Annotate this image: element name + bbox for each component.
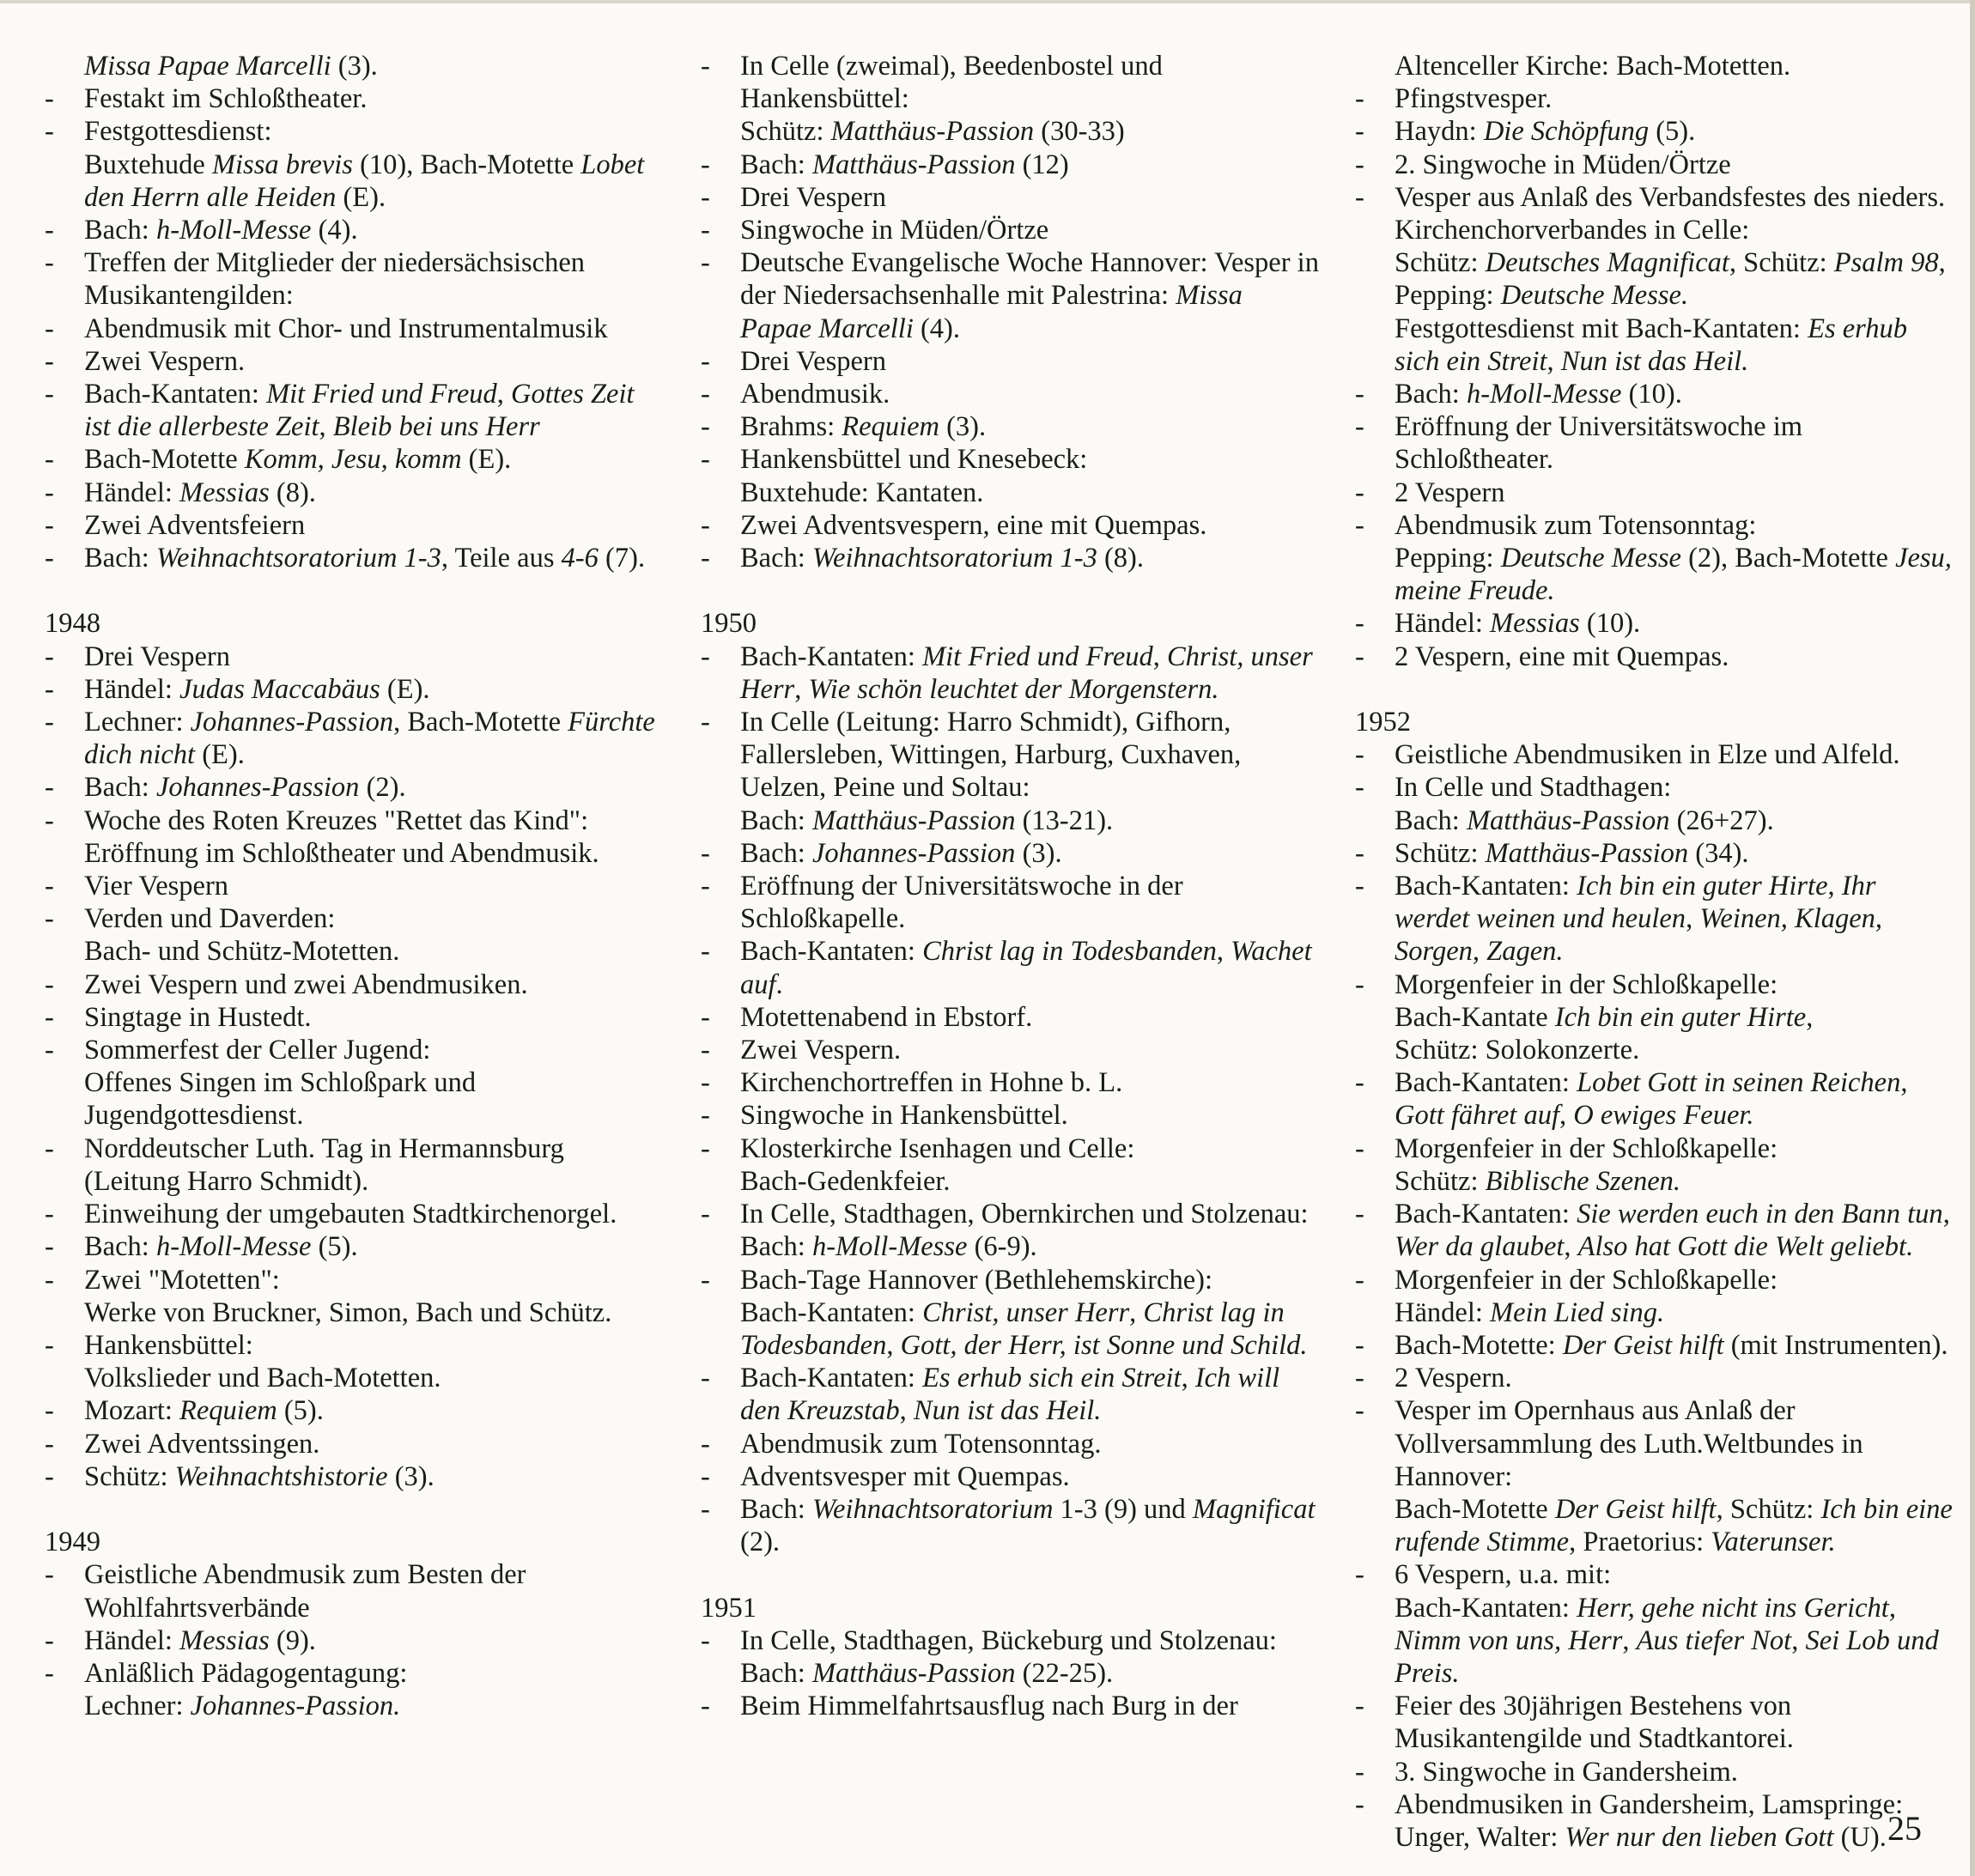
list-item: - 6 Vespern, u.a. mit: Bach-Kantaten: Herr, gehe nicht ins Gericht, Nimm von uns, Herr, Aus tiefer Not, Sei Lob und Preis. <box>1355 1558 1956 1690</box>
list-item: - Bach-Kantaten: Mit Fried und Freud, Gottes Zeit ist die allerbeste Zeit, Bleib bei uns Herr <box>45 378 663 443</box>
year-heading: 1952 <box>1355 707 1411 738</box>
column-left <box>45 50 663 1722</box>
column-middle <box>701 50 1319 1722</box>
list-item: - 2. Singwoche in Müden/Örtze <box>1355 149 1956 181</box>
list-item: - Abendmusik zum Totensonntag. <box>701 1428 1319 1460</box>
list-item: - Klosterkirche Isenhagen und Celle: Bach-Gedenkfeier. <box>701 1132 1319 1198</box>
list-item: - 3. Singwoche in Gandersheim. <box>1355 1756 1956 1788</box>
list-item: - Bach-Kantaten: Christ lag in Todesbanden, Wachet auf. <box>701 935 1319 1000</box>
list-item: - Hankensbüttel: Volkslieder und Bach-Motetten. <box>45 1329 663 1394</box>
spacer <box>701 1558 1319 1591</box>
list-item: - Bach: Matthäus-Passion (12) <box>701 149 1319 181</box>
list-item: - Drei Vespern <box>701 345 1319 378</box>
list-item: - Pfingstvesper. <box>1355 82 1956 115</box>
continued-entry: Altenceller Kirche: Bach-Motetten. <box>1395 51 1791 82</box>
list-item: - Beim Himmelfahrtsausflug nach Burg in der <box>701 1690 1319 1722</box>
list-item: - Morgenfeier in der Schloßkapelle: Schütz: Biblische Szenen. <box>1355 1132 1956 1198</box>
page-right-edge <box>1970 0 1975 1876</box>
list-item: - Abendmusik zum Totensonntag: Pepping: Deutsche Messe (2), Bach-Motette Jesu, meine Freude. <box>1355 509 1956 608</box>
list-item: - Zwei Adventsvespern, eine mit Quempas. <box>701 509 1319 542</box>
list-item: - 2 Vespern. <box>1355 1362 1956 1394</box>
list-item: - Vesper im Opernhaus aus Anlaß der Vollversammlung des Luth.Weltbundes in Hannover: Bach-Motette Der Geist hilft, Schütz: Ich bin eine rufende Stimme, Praetorius: Vaterunser. <box>1355 1394 1956 1558</box>
list-item: - Schütz: Weihnachtshistorie (3). <box>45 1460 663 1493</box>
list-item: - Lechner: Johannes-Passion, Bach-Motette Fürchte dich nicht (E). <box>45 706 663 771</box>
list-item: - Zwei Adventsfeiern <box>45 509 663 542</box>
column-right <box>1355 50 1956 1854</box>
list-item: - Singtage in Hustedt. <box>45 1001 663 1034</box>
list-item: - Händel: Judas Maccabäus (E). <box>45 673 663 706</box>
list-item: - Zwei Vespern und zwei Abendmusiken. <box>45 968 663 1001</box>
list-item: - Zwei Vespern. <box>701 1034 1319 1066</box>
list-item: - In Celle und Stadthagen: Bach: Matthäus-Passion (26+27). <box>1355 771 1956 836</box>
list-item: - Geistliche Abendmusik zum Besten der Wohlfahrtsverbände <box>45 1558 663 1624</box>
list-item: - Haydn: Die Schöpfung (5). <box>1355 115 1956 148</box>
list-item: - Bach-Motette Komm, Jesu, komm (E). <box>45 443 663 476</box>
page-number: 25 <box>1887 1809 1922 1848</box>
list-item: - Eröffnung der Universitätswoche im Schloßtheater. <box>1355 410 1956 476</box>
list-item: - Anläßlich Pädagogentagung: Lechner: Johannes-Passion. <box>45 1657 663 1722</box>
list-item: - Bach: Johannes-Passion (2). <box>45 771 663 804</box>
list-item: - Bach-Kantaten: Lobet Gott in seinen Reichen, Gott fähret auf, O ewiges Feuer. <box>1355 1066 1956 1132</box>
list-item: - In Celle, Stadthagen, Bückeburg und Stolzenau: Bach: Matthäus-Passion (22-25). <box>701 1624 1319 1690</box>
spacer <box>1355 673 1956 706</box>
list-item: - Bach: Weihnachtsoratorium 1-3, Teile aus 4-6 (7). <box>45 542 663 574</box>
list-item: - Brahms: Requiem (3). <box>701 410 1319 443</box>
list-item: - Händel: Messias (10). <box>1355 607 1956 640</box>
list-item: - Bach: h-Moll-Messe (4). <box>45 214 663 246</box>
list-item: - 2 Vespern <box>1355 477 1956 509</box>
list-item: - Bach-Kantaten: Ich bin ein guter Hirte, Ihr werdet weinen und heulen, Weinen, Klagen, Sorgen, Zagen. <box>1355 870 1956 968</box>
list-item: - Einweihung der umgebauten Stadtkirchenorgel. <box>45 1198 663 1230</box>
list-item: - Adventsvesper mit Quempas. <box>701 1460 1319 1493</box>
spacer <box>45 574 663 607</box>
list-item: - Abendmusik. <box>701 378 1319 410</box>
list-item: - Abendmusik mit Chor- und Instrumentalmusik <box>45 313 663 345</box>
list-item: - In Celle (Leitung: Harro Schmidt), Gifhorn, Fallersleben, Wittingen, Harburg, Cuxhaven, Uelzen, Peine und Soltau: Bach: Matthäus-Passion (13-21). <box>701 706 1319 837</box>
list-item: - Singwoche in Müden/Örtze <box>701 214 1319 246</box>
list-item: - Vier Vespern <box>45 870 663 902</box>
list-item: - Treffen der Mitglieder der niedersächsischen Musikantengilden: <box>45 246 663 312</box>
list-item: - Deutsche Evangelische Woche Hannover: Vesper in der Niedersachsenhalle mit Palestrina: Missa Papae Marcelli (4). <box>701 246 1319 345</box>
list-item: - Woche des Roten Kreuzes "Rettet das Kind": Eröffnung im Schloßtheater und Abendmusik. <box>45 804 663 870</box>
list-item: - Eröffnung der Universitätswoche in der Schloßkapelle. <box>701 870 1319 935</box>
list-item: - Bach-Kantaten: Mit Fried und Freud, Christ, unser Herr, Wie schön leuchtet der Morgenstern. <box>701 641 1319 706</box>
list-item: - In Celle (zweimal), Beedenbostel und Hankensbüttel: Schütz: Matthäus-Passion (30-33) <box>701 50 1319 149</box>
list-item: - Schütz: Matthäus-Passion (34). <box>1355 837 1956 870</box>
year-heading: 1949 <box>45 1527 100 1558</box>
list-item: - Händel: Messias (8). <box>45 477 663 509</box>
list-item: - Motettenabend in Ebstorf. <box>701 1001 1319 1034</box>
list-item: - Festakt im Schloßtheater. <box>45 82 663 115</box>
list-item: - Bach: Weihnachtsoratorium 1-3 (9) und Magnificat (2). <box>701 1493 1319 1558</box>
list-item: - Kirchenchortreffen in Hohne b. L. <box>701 1066 1319 1099</box>
list-item: - Bach: h-Moll-Messe (10). <box>1355 378 1956 410</box>
list-item: - Singwoche in Hankensbüttel. <box>701 1099 1319 1132</box>
list-item: - Morgenfeier in der Schloßkapelle: Bach-Kantate Ich bin ein guter Hirte, Schütz: Solokonzerte. <box>1355 968 1956 1067</box>
list-item: - Abendmusiken in Gandersheim, Lamspringe: Unger, Walter: Wer nur den lieben Gott (U). <box>1355 1788 1956 1854</box>
list-item: - Bach-Kantaten: Sie werden euch in den Bann tun, Wer da glaubet, Also hat Gott die Welt geliebt. <box>1355 1198 1956 1263</box>
list-item: - Norddeutscher Luth. Tag in Hermannsburg (Leitung Harro Schmidt). <box>45 1132 663 1198</box>
list-item: - Zwei Adventssingen. <box>45 1428 663 1460</box>
list-item: - Hankensbüttel und Knesebeck: Buxtehude: Kantaten. <box>701 443 1319 508</box>
list-item: - Zwei "Motetten": Werke von Bruckner, Simon, Bach und Schütz. <box>45 1264 663 1329</box>
list-item: - Mozart: Requiem (5). <box>45 1394 663 1427</box>
list-item: - Bach-Kantaten: Es erhub sich ein Streit, Ich will den Kreuzstab, Nun ist das Heil. <box>701 1362 1319 1427</box>
list-item: - 2 Vespern, eine mit Quempas. <box>1355 641 1956 673</box>
list-item: - In Celle, Stadthagen, Obernkirchen und Stolzenau: Bach: h-Moll-Messe (6-9). <box>701 1198 1319 1263</box>
list-item: - Zwei Vespern. <box>45 345 663 378</box>
list-item: - Verden und Daverden: Bach- und Schütz-Motetten. <box>45 902 663 968</box>
list-item: - Morgenfeier in der Schloßkapelle: Händel: Mein Lied sing. <box>1355 1264 1956 1329</box>
year-heading: 1948 <box>45 608 100 640</box>
page-top-edge <box>0 0 1975 3</box>
spacer <box>701 574 1319 607</box>
continued-entry: Missa Papae Marcelli (3). <box>84 51 378 82</box>
list-item: - Drei Vespern <box>701 181 1319 214</box>
list-item: - Bach: Weihnachtsoratorium 1-3 (8). <box>701 542 1319 574</box>
year-heading: 1951 <box>701 1592 757 1624</box>
spacer <box>45 1493 663 1526</box>
year-heading: 1950 <box>701 608 757 640</box>
list-item: - Bach-Tage Hannover (Bethlehemskirche): Bach-Kantaten: Christ, unser Herr, Christ lag in Todesbanden, Gott, der Herr, ist Sonne und Schild. <box>701 1264 1319 1363</box>
list-item: - Feier des 30jährigen Bestehens von Musikantengilde und Stadtkantorei. <box>1355 1690 1956 1755</box>
list-item: - Bach: Johannes-Passion (3). <box>701 837 1319 870</box>
list-item: - Sommerfest der Celler Jugend: Offenes Singen im Schloßpark und Jugendgottesdienst. <box>45 1034 663 1132</box>
list-item: - Geistliche Abendmusiken in Elze und Alfeld. <box>1355 738 1956 771</box>
list-item: - Bach: h-Moll-Messe (5). <box>45 1230 663 1263</box>
list-item: - Drei Vespern <box>45 641 663 673</box>
list-item: - Händel: Messias (9). <box>45 1624 663 1657</box>
list-item: - Festgottesdienst: Buxtehude Missa brevis (10), Bach-Motette Lobet den Herrn alle Heiden (E). <box>45 115 663 214</box>
list-item: - Vesper aus Anlaß des Verbandsfestes des nieders. Kirchenchorverbandes in Celle: Schütz: Deutsches Magnificat, Schütz: Psalm 98, Pepping: Deutsche Messe. Festgottesdienst mit Bach-Kantaten: Es erhub sich ein Streit, Nun ist das Heil. <box>1355 181 1956 378</box>
list-item: - Bach-Motette: Der Geist hilft (mit Instrumenten). <box>1355 1329 1956 1362</box>
